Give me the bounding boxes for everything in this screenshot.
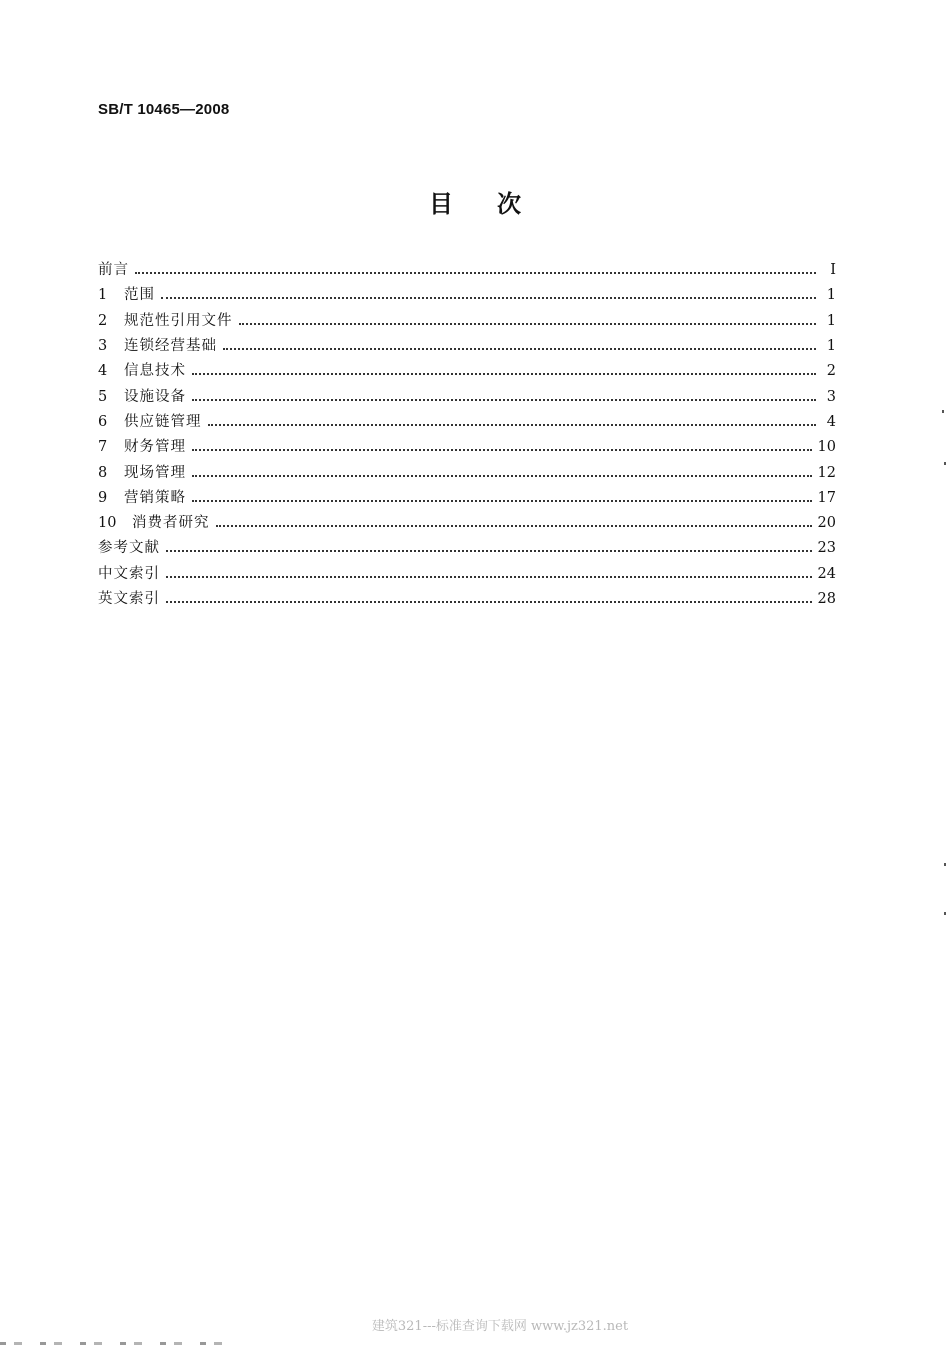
toc-leader-dots	[192, 448, 812, 451]
table-of-contents	[98, 258, 836, 612]
toc-leader-dots	[135, 271, 816, 274]
toc-leader-dots	[192, 372, 816, 375]
toc-page-number: 23	[817, 540, 836, 557]
toc-number: 6	[98, 413, 108, 430]
toc-leader-dots	[166, 600, 812, 603]
toc-leader-dots	[208, 423, 817, 426]
toc-page-number: 2	[826, 363, 836, 380]
toc-leader-dots	[216, 524, 812, 527]
toc-label: 现场管理	[124, 464, 186, 481]
toc-item-foreword[interactable]	[98, 258, 836, 283]
toc-number: 9	[98, 489, 108, 506]
toc-leader-dots	[192, 474, 812, 477]
scan-artifact-mark	[944, 462, 946, 465]
toc-leader-dots	[239, 322, 817, 325]
scan-artifact-mark	[942, 410, 944, 413]
toc-item-english-index[interactable]	[98, 587, 836, 612]
toc-leader-dots	[192, 499, 812, 502]
toc-page-number: 3	[826, 388, 836, 405]
toc-item-chain-operation-basics[interactable]	[98, 334, 836, 359]
toc-number: 8	[98, 464, 108, 481]
toc-leader-dots	[192, 398, 816, 401]
toc-label: 设施设备	[124, 388, 186, 405]
scan-artifact-mark	[944, 863, 946, 866]
toc-label: 营销策略	[124, 489, 186, 506]
toc-item-marketing-strategy[interactable]	[98, 486, 836, 511]
toc-label: 消费者研究	[132, 515, 210, 532]
toc-item-bibliography[interactable]	[98, 536, 836, 561]
toc-leader-dots	[166, 549, 812, 552]
toc-leader-dots	[166, 575, 812, 578]
scan-artifact-strip	[0, 1342, 240, 1345]
toc-item-chinese-index[interactable]	[98, 562, 836, 587]
toc-item-on-site-management[interactable]	[98, 460, 836, 485]
toc-item-information-technology[interactable]	[98, 359, 836, 384]
toc-number: 2	[98, 312, 108, 329]
footer-watermark: 建筑321---标准查询下载网 www.jz321.net	[371, 1319, 629, 1334]
toc-page-number: 20	[817, 515, 836, 532]
toc-item-facilities-equipment[interactable]	[98, 384, 836, 409]
toc-item-normative-references[interactable]	[98, 309, 836, 334]
toc-page-number: 24	[817, 565, 836, 582]
toc-label: 规范性引用文件	[124, 312, 233, 329]
toc-label: 中文索引	[98, 565, 160, 582]
toc-item-consumer-research[interactable]	[98, 511, 836, 536]
toc-label: 范围	[124, 287, 155, 304]
toc-page-number: 1	[826, 338, 836, 355]
toc-label: 英文索引	[98, 591, 160, 607]
toc-label: 信息技术	[124, 363, 186, 380]
toc-page-number: 10	[817, 439, 836, 456]
toc-label: 连锁经营基础	[124, 338, 217, 355]
toc-label: 参考文献	[98, 540, 160, 557]
toc-page-number: 28	[817, 591, 836, 607]
toc-item-financial-management[interactable]	[98, 435, 836, 460]
toc-page-number: 4	[826, 413, 836, 430]
toc-leader-dots	[161, 296, 816, 299]
toc-item-supply-chain-management[interactable]	[98, 410, 836, 435]
scan-artifact-mark	[944, 912, 946, 915]
page-title: 目次	[429, 190, 565, 218]
toc-label: 前言	[98, 262, 129, 279]
toc-number: 4	[98, 363, 108, 380]
toc-label: 财务管理	[124, 439, 186, 456]
toc-item-scope[interactable]	[98, 283, 836, 308]
toc-number: 3	[98, 338, 108, 355]
toc-number: 1	[98, 287, 108, 304]
toc-page-number: 1	[826, 312, 836, 329]
toc-number: 7	[98, 439, 108, 456]
toc-label: 供应链管理	[124, 413, 202, 430]
toc-leader-dots	[223, 347, 816, 350]
standard-code: SB/T 10465—2008	[98, 101, 230, 118]
toc-page-number: 17	[817, 489, 836, 506]
toc-page-number: 12	[817, 464, 836, 481]
toc-page-number: 1	[826, 287, 836, 304]
toc-page-number: I	[830, 262, 836, 279]
toc-number: 10	[98, 515, 117, 532]
toc-number: 5	[98, 388, 108, 405]
